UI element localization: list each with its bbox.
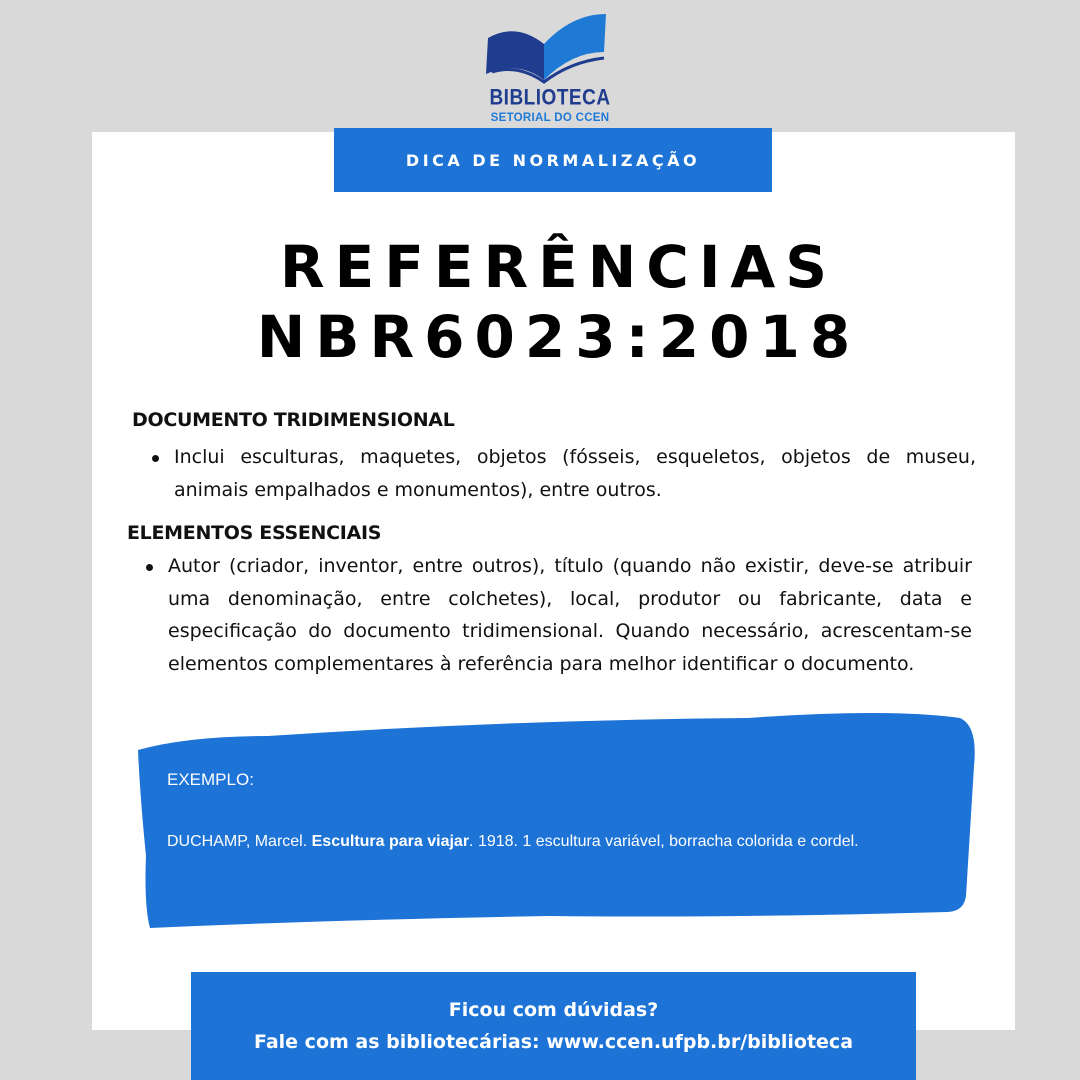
bullet-dot: [146, 564, 153, 571]
example-reference: [167, 828, 947, 855]
title-line-1: REFERÊNCIAS: [279, 233, 838, 301]
example-work-title: Escultura para viajar: [311, 833, 470, 850]
bullet-dot: [152, 455, 159, 462]
footer-contact: Fale com as bibliotecárias: www.ccen.ufpb.br/biblioteca: [253, 1031, 854, 1053]
logo-subtitle: SETORIAL DO CCEN: [490, 112, 610, 124]
contact-footer: [191, 972, 916, 1080]
title-line-2: NBR6023:2018: [256, 303, 861, 371]
example-highlight-blob: [128, 706, 978, 932]
example-details: . 1918. 1 escultura variável, borracha colorida e cordel.: [469, 833, 859, 850]
example-author: DUCHAMP, Marcel.: [167, 833, 312, 850]
library-logo: [480, 8, 620, 128]
footer-question: Ficou com dúvidas?: [448, 999, 659, 1021]
example-label: EXEMPLO:: [167, 770, 254, 789]
tip-banner: DICA DE NORMALIZAÇÃO: [334, 128, 772, 192]
section-heading-elementos: ELEMENTOS ESSENCIAIS: [127, 522, 382, 544]
bullet-text-elementos: Autor (criador, inventor, entre outros), título (quando não existir, deve-se atribuir uma denominação, entre colchetes), local, produtor ou fabricante, data e especificação do documento tridimensional. Quando necessário, acrescentam-se elementos complementares à referência para melhor identificar o documento.: [168, 555, 972, 675]
logo-title: BIBLIOTECA: [489, 86, 611, 111]
section-heading-tridimensional: DOCUMENTO TRIDIMENSIONAL: [132, 409, 455, 431]
open-book-icon: [480, 8, 620, 88]
bullet-text-tridimensional: Inclui esculturas, maquetes, objetos (fósseis, esqueletos, objetos de museu, animais empalhados e monumentos), entre outros.: [174, 446, 976, 501]
page-title: [92, 232, 1015, 372]
